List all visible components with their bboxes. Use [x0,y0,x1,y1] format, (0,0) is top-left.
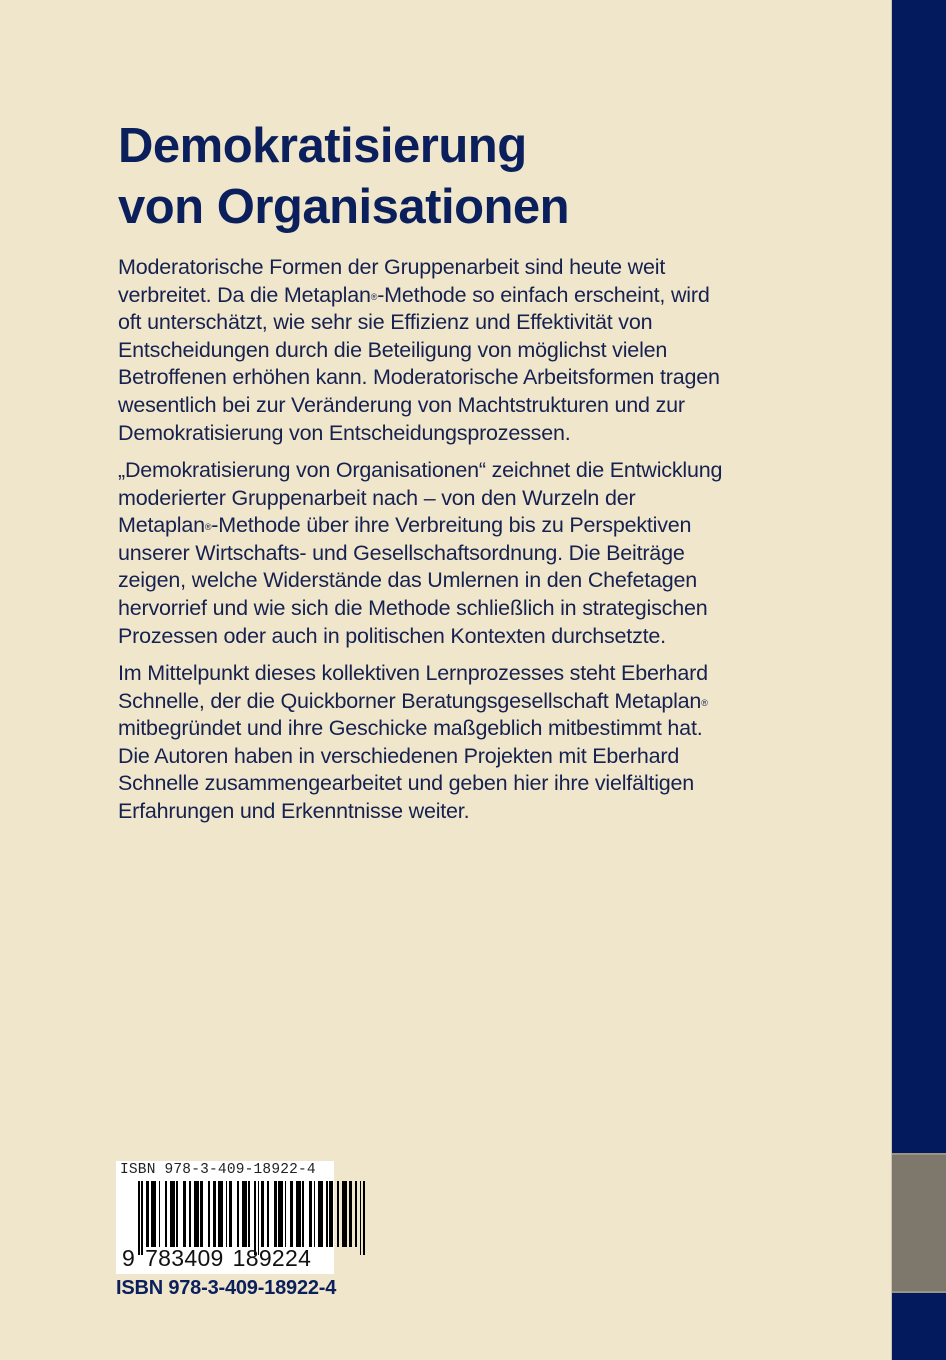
title-line-2: von Organisationen [118,180,570,234]
barcode-bars-icon [138,1181,314,1253]
text-line: wesentlich bei zur Veränderung von Machtstrukturen und zur [118,392,685,417]
barcode-digits: 9 783409 189224 [122,1245,312,1271]
barcode-bar [363,1181,365,1255]
text-line: Im Mittelpunkt dieses kollektiven Lernprozesses steht Eberhard [118,661,708,685]
text-line: moderierter Gruppenarbeit nach – von den Wurzeln der [118,485,636,510]
text-line: Prozessen oder auch in politischen Kontexten durchsetzte. [118,623,666,648]
isbn-text: ISBN 978-3-409-18922-4 [116,1277,337,1299]
text-line: mitbegründet und ihre Geschicke maßgeblich mitbestimmt hat. [118,716,703,741]
text-line: „Demokratisierung von Organisationen“ zeichnet die Entwicklung [118,458,723,482]
blurb-paragraph-2 [118,457,818,650]
registered-trademark-icon: ® [370,291,378,302]
book-title [118,116,569,238]
registered-trademark-icon: ® [701,697,708,708]
text-line: Metaplan®-Methode über ihre Verbreitung bis zu Perspektiven [118,513,692,538]
text-line: Betroffenen erhöhen kann. Moderatorische Arbeitsformen tragen [118,365,720,390]
text-line: Entscheidungen durch die Beteiligung von möglichst vielen [118,337,668,362]
text-line: Schnelle zusammengearbeitet und geben hier ihre vielfältigen [118,771,695,796]
text-line: unserer Wirtschafts- und Gesellschaftsordnung. Die Beiträge [118,540,685,565]
text-line: oft unterschätzt, wie sehr sie Effizienz und Effektivität von [118,310,653,335]
text-line: Die Autoren haben in verschiedenen Projekten mit Eberhard [118,743,680,768]
blurb-paragraph-3 [118,660,818,826]
text-line: Moderatorische Formen der Gruppenarbeit sind heute weit [118,255,666,279]
isbn-barcode [116,1161,334,1274]
title-line-1: Demokratisierung [118,119,527,173]
spine-grey-block [892,1153,946,1293]
text-line: hervorrief und wie sich die Methode schließlich in strategischen [118,595,708,620]
text-line: Demokratisierung von Entscheidungsprozessen. [118,420,571,445]
text-line: Erfahrungen und Erkenntnisse weiter. [118,798,470,823]
registered-trademark-icon: ® [204,522,212,533]
text-line: verbreitet. Da die Metaplan®-Methode so einfach erscheint, wird [118,282,710,307]
text-line: Schnelle, der die Quickborner Beratungsgesellschaft Metaplan® [118,688,708,713]
blurb-paragraph-1 [118,254,818,447]
text-line: zeigen, welche Widerstände das Umlernen in den Chefetagen [118,568,698,593]
barcode-isbn-label: ISBN 978-3-409-18922-4 [120,1162,316,1178]
